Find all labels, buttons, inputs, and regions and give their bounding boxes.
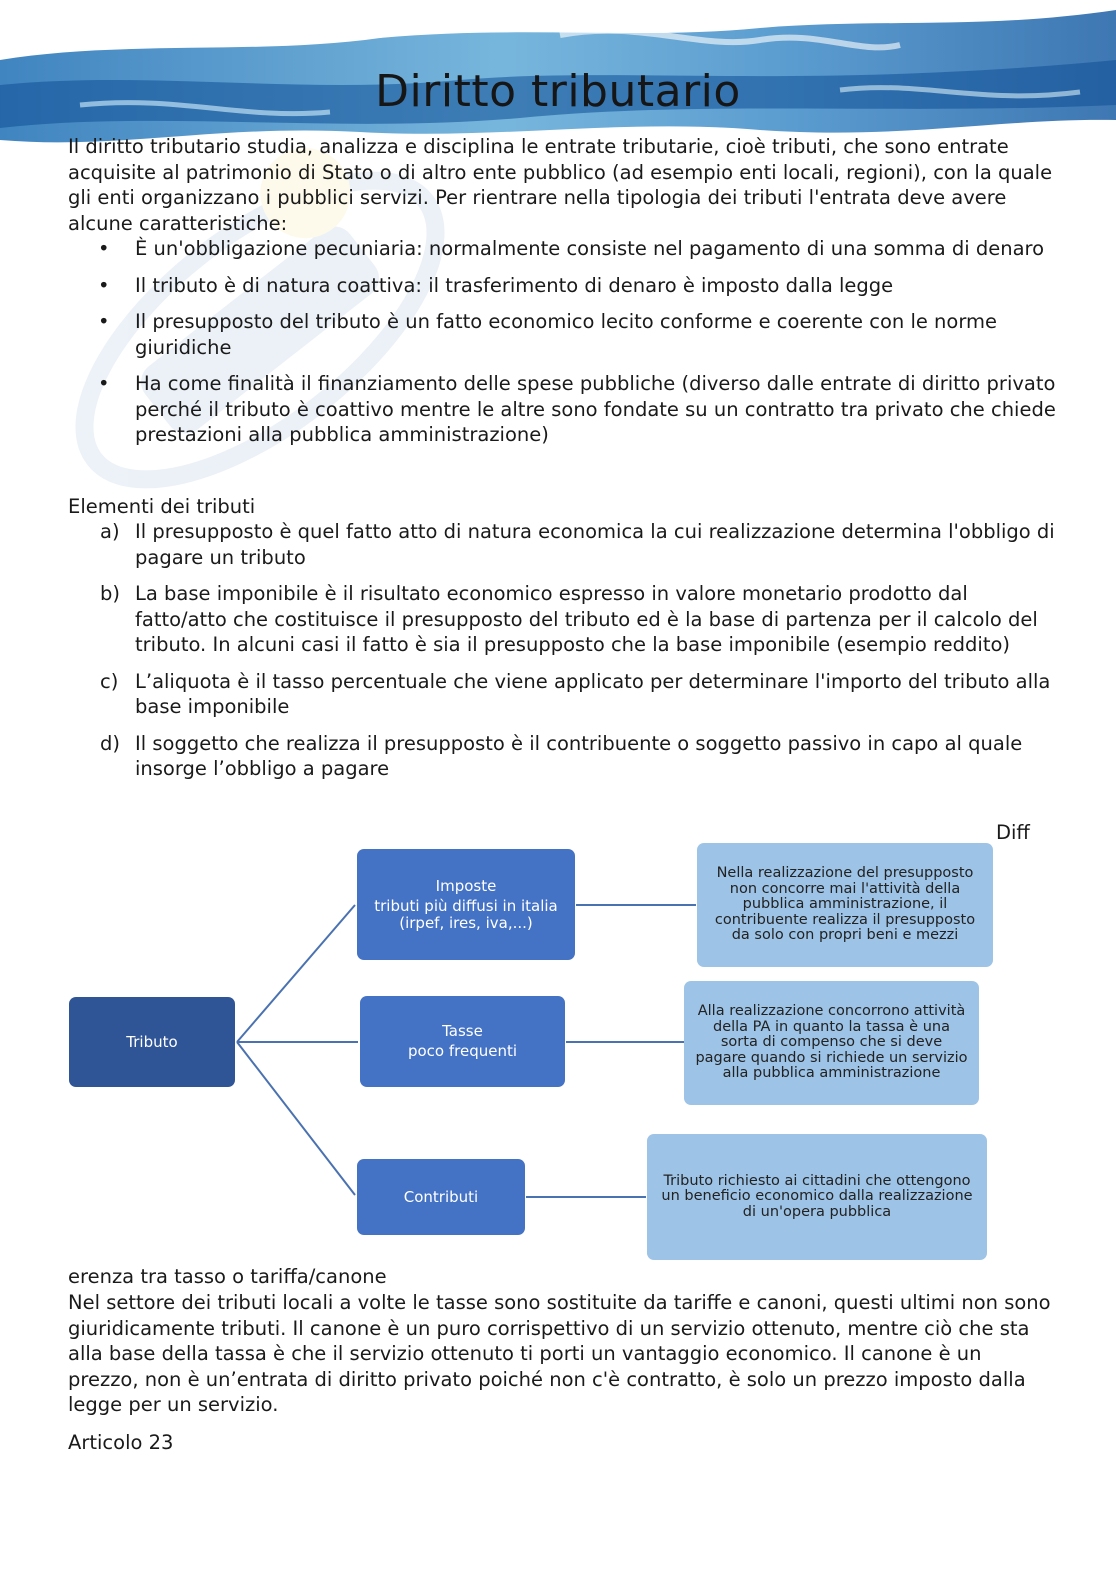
elements-list [68,519,1058,793]
page-title: Diritto tributario [375,66,741,117]
difference-heading-end: erenza tra tasso o tariffa/canone [68,1265,387,1288]
article-heading: Articolo 23 [68,1431,174,1454]
bullet-icon: • [98,310,110,333]
bullet-icon: • [98,372,110,395]
list-item: • Ha come finalità il finanziamento delle spese pubbliche (diverso dalle entrate di diritto privato perché il tributo è coattivo mentre le altre sono fondate su un contratto tra privato che chiede prestazioni alla pubblica amministrazione) [98,372,1056,446]
connector-line [237,905,355,1042]
connector-line [237,1042,355,1195]
tariffe-paragraph: Nel settore dei tributi locali a volte le tasse sono sostituite da tariffe e canoni, questi ultimi non sono giuridicamente tributi. Il canone è un puro corrispettivo di un servizio ottenuto, mentre ciò che sta alla base della tassa è che il servizio ottenuto ti porti un vantaggio economico. Il canone è un prezzo, non è un’entrata di diritto privato poiché non c'è contratto, è solo un prezzo imposto dalla legge per un servizio. [68,1291,1051,1416]
bullet-icon: • [98,273,110,297]
list-item: a) Il presupposto è quel fatto atto di natura economica la cui realizzazione determina l'obbligo di pagare un tributo [100,520,1055,569]
list-item: b) La base imponibile è il risultato economico espresso in valore monetario prodotto dal fatto/atto che costituisce il presupposto del tributo ed è la base di partenza per il calcolo del tributo. In alcuni casi il fatto è sia il presupposto che la base imponibile (esempio reddito) [100,582,1038,656]
list-item: • È un'obbligazione pecuniaria: normalmente consiste nel pagamento di una somma di denaro [98,237,1045,260]
tributo-diagram [60,840,1020,1270]
features-list [68,236,1058,459]
list-item: c) L’aliquota è il tasso percentuale che viene applicato per determinare l'importo del tributo alla base imponibile [100,669,1051,718]
difference-heading-start: Diff [996,821,1030,844]
imposte-node: Imposte tributi più diffusi in italia (irpef, ires, iva,...) [357,849,575,960]
list-item: • Il tributo è di natura coattiva: il trasferimento di denaro è imposto dalla legge [98,273,894,297]
tasse-node: Tasse poco frequenti [360,996,565,1087]
imposte-description: Nella realizzazione del presupposto non concorre mai l'attività della pubblica amministrazione, il contribuente realizza il presupposto da solo con propri beni e mezzi [697,843,993,967]
contributi-node: Contributi [357,1159,525,1235]
bullet-icon: • [98,237,110,260]
list-item: • Il presupposto del tributo è un fatto economico lecito conforme e coerente con le norme giuridiche [98,310,998,359]
tasse-description: Alla realizzazione concorrono attività della PA in quanto la tassa è una sorta di compenso che si deve pagare quando si richiede un servizio alla pubblica amministrazione [684,981,979,1105]
tributo-node: Tributo [69,997,235,1087]
intro-paragraph: Il diritto tributario studia, analizza e disciplina le entrate tributarie, cioè tributi, che sono entrate acquisite al patrimonio di Stato o di altro ente pubblico (ad esempio enti locali, regioni), con la quale gli enti organizzano i pubblici servizi. Per rientrare nella tipologia dei tributi l'entrata deve avere alcune caratteristiche: [68,135,1053,235]
elements-heading: Elementi dei tributi [68,495,256,518]
contributi-description: Tributo richiesto ai cittadini che ottengono un beneficio economico dalla realizzazione di un'opera pubblica [647,1134,987,1260]
list-item: d) Il soggetto che realizza il presupposto è il contribuente o soggetto passivo in capo al quale insorge l’obbligo a pagare [100,731,1023,780]
